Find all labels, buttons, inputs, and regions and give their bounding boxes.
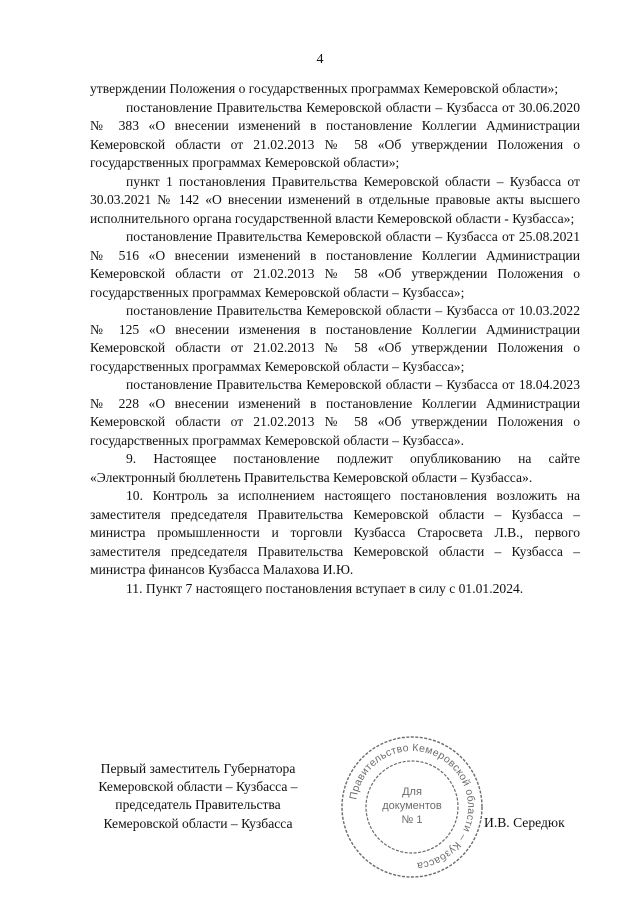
paragraph-continuation: утверждении Положения о государственных программах Кемеровской области»; [90,81,559,96]
seal-center-line: Для [402,786,422,798]
paragraph-resolution-2021-142: пункт 1 постановления Правительства Кемеровской области – Кузбасса от 30.03.2021 № 142 «О внесении изменений в отдельные правовые акты высшего исполнительного органа государственной власти Кемеровской области - Кузбасса»; [90,173,580,226]
signatory-line: Кемеровской области – Кузбасса – [98,779,298,795]
paragraph-resolution-2020: постановление Правительства Кемеровской области – Кузбасса от 30.06.2020 № 383 «О внесении изменений в постановление Коллегии Администрации Кемеровской области от 21.02.2013 № 58 «Об утверждении Положения о государственных программах Кемеровской области»; [90,99,580,170]
seal-center-line: № 1 [401,814,423,826]
signatory-line: Первый заместитель Губернатора [100,761,296,776]
document-body [90,80,580,598]
seal-ring-text: Правительство Кемеровской области – Кузбасса [347,741,478,872]
seal-center-line: документов [382,800,442,812]
paragraph-item-9: 9. Настоящее постановление подлежит опубликованию на сайте «Электронный бюллетень Правительства Кемеровской области – Кузбасса». [90,451,580,485]
signatory-line: председатель Правительства [115,797,281,813]
paragraph-resolution-2022: постановление Правительства Кемеровской области – Кузбасса от 10.03.2022 № 125 «О внесении изменения в постановление Коллегии Администрации Кемеровской области от 21.02.2013 № 58 «Об утверждении Положения о государственных программах Кемеровской области – Кузбасса»; [90,303,580,374]
paragraph-resolution-2023: постановление Правительства Кемеровской области – Кузбасса от 18.04.2023 № 228 «О внесении изменений в постановление Коллегии Администрации Кемеровской области от 21.02.2013 № 58 «Об утверждении Положения о государственных программах Кемеровской области – Кузбасса». [90,377,580,448]
paragraph-resolution-2021-516: постановление Правительства Кемеровской области – Кузбасса от 25.08.2021 № 516 «О внесении изменений в постановление Коллегии Администрации Кемеровской области от 21.02.2013 № 58 «Об утверждении Положения о государственных программах Кемеровской области – Кузбасса»; [90,229,580,300]
signatory-position [78,760,318,833]
paragraph-item-11: 11. Пункт 7 настоящего постановления вступает в силу с 01.01.2024. [126,580,524,596]
paragraph-item-10: 10. Контроль за исполнением настоящего постановления возложить на заместителя председателя Правительства Кемеровской области – Кузбасса – министра промышленности и торговли Кузбасса Старосвета Л.В., первого заместителя председателя Правительства Кемеровской области – Кузбасса – министра финансов Кузбасса Малахова И.Ю. [90,488,580,577]
signatory-line: Кемеровской области – Кузбасса [103,815,293,831]
page-number: 4 [316,52,324,67]
signatory-name: И.В. Середюк [484,815,565,830]
official-seal-stamp [338,733,486,881]
